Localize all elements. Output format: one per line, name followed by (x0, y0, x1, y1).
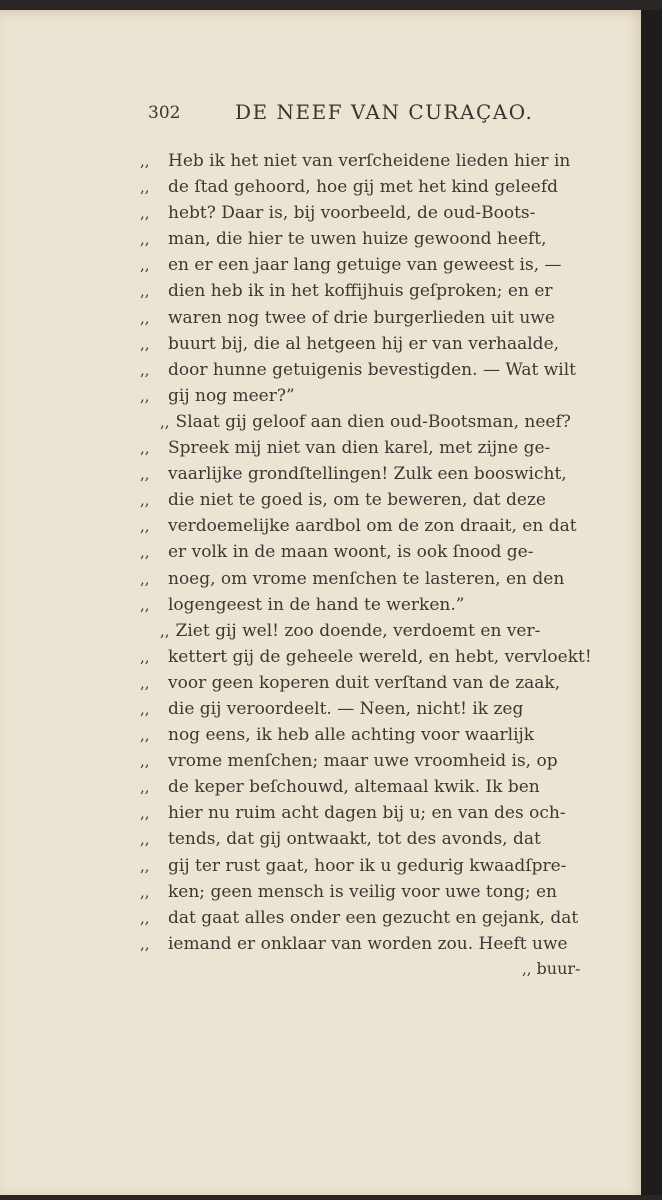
text-line (140, 566, 600, 592)
text-line (140, 539, 600, 565)
quote-mark: ,, (140, 491, 150, 510)
line-text: vaarlijke grondſtellingen! Zulk een booswicht, (168, 464, 567, 485)
line-text: waren nog twee of drie burgerlieden uit uwe (168, 307, 555, 328)
line-text: vrome menſchen; maar uwe vroomheid is, op (168, 751, 558, 772)
text-line (140, 148, 600, 174)
text-line (140, 435, 600, 461)
line-text: er volk in de maan woont, is ook ſnood ge- (168, 542, 534, 563)
quote-mark: ,, (140, 856, 150, 875)
quote-mark: ,, (140, 804, 150, 823)
line-text: man, die hier te uwen huize gewoond heeft, (168, 229, 547, 250)
quote-mark: ,, (140, 152, 150, 170)
line-text: Spreek mij niet van dien karel, met zijne ge- (168, 438, 551, 459)
line-text: kettert gij de geheele wereld, en hebt, vervloekt! (168, 646, 592, 667)
quote-mark: ,, (140, 569, 150, 588)
line-text: gij ter rust gaat, hoor ik u gedurig kwaadſpre- (168, 855, 567, 876)
line-text: door hunne getuigenis bevestigden. — Wat wilt (168, 359, 576, 380)
text-line (140, 592, 600, 618)
quote-mark: ,, (140, 699, 150, 718)
quote-mark: ,, (140, 230, 150, 249)
quote-mark: ,, (140, 517, 150, 536)
text-line (140, 774, 600, 800)
page-number: 302 (148, 103, 181, 123)
text-line (140, 174, 600, 200)
quote-mark: ,, (522, 960, 532, 978)
line-text: de ſtad gehoord, hoe gij met het kind geleefd (168, 177, 559, 198)
line-text: de keper beſchouwd, altemaal kwik. Ik ben (168, 777, 540, 798)
quote-mark: ,, (140, 830, 150, 849)
body-text (140, 148, 600, 957)
text-line (140, 357, 600, 383)
quote-mark: ,, (140, 543, 150, 562)
quote-mark: ,, (140, 334, 150, 353)
text-line (140, 487, 600, 513)
line-text: tends, dat gij ontwaakt, tot des avonds, dat (168, 829, 541, 850)
line-text: iemand er onklaar van worden zou. Heeft uwe (168, 933, 568, 954)
text-line (140, 696, 600, 722)
text-line (140, 226, 600, 252)
text-line (140, 305, 600, 331)
catchword-text: buur- (536, 959, 581, 978)
line-text: buurt bij, die al hetgeen hij er van verhaalde, (168, 333, 560, 354)
line-text: nog eens, ik heb alle achting voor waarlijk (168, 725, 535, 746)
text-line (140, 853, 600, 879)
text-line (140, 879, 600, 905)
quote-mark: ,, (140, 908, 150, 927)
quote-mark: ,, (140, 778, 150, 797)
quote-mark: ,, (140, 178, 150, 197)
text-line (140, 670, 600, 696)
quote-mark: ,, (140, 256, 150, 275)
text-line (140, 461, 600, 487)
quote-mark: ,, (140, 439, 150, 458)
quote-mark: ,, (140, 595, 150, 614)
line-text: Ziet gij wel! zoo doende, verdoemt en ver- (175, 620, 541, 641)
text-line (140, 252, 600, 278)
line-text: Slaat gij geloof aan dien oud-Bootsman, neef? (175, 411, 571, 432)
line-text: die niet te goed is, om te beweren, dat deze (168, 490, 546, 511)
text-line (140, 748, 600, 774)
quote-mark: ,, (140, 204, 150, 223)
line-text: voor geen koperen duit verſtand van de zaak, (168, 672, 561, 693)
text-line (140, 826, 600, 852)
quote-mark: ,, (140, 360, 150, 379)
line-text: hebt? Daar is, bij voorbeeld, de oud-Boots- (168, 203, 536, 224)
text-line (140, 931, 600, 957)
text-line (140, 200, 600, 226)
line-text: ken; geen mensch is veilig voor uwe tong; en (168, 881, 557, 902)
quote-mark: ,, (160, 621, 170, 640)
quote-mark: ,, (140, 673, 150, 692)
line-text: hier nu ruim acht dagen bij u; en van des och- (168, 803, 566, 824)
quote-mark: ,, (140, 386, 150, 405)
line-text: dien heb ik in het koffijhuis geſproken; en er (168, 281, 553, 302)
page-header (148, 100, 618, 133)
quote-mark: ,, (140, 308, 150, 327)
line-text: logengeest in de hand te werken.” (168, 594, 465, 615)
line-text: verdoemelijke aardbol om de zon draait, en dat (168, 516, 577, 537)
text-line (140, 513, 600, 539)
text-line (140, 409, 600, 435)
quote-mark: ,, (140, 882, 150, 901)
line-text: Heb ik het niet van verſcheidene lieden hier in (168, 151, 571, 171)
quote-mark: ,, (140, 647, 150, 666)
quote-mark: ,, (160, 412, 170, 431)
text-line (140, 383, 600, 409)
text-line (140, 278, 600, 304)
quote-mark: ,, (140, 752, 150, 771)
text-line (140, 905, 600, 931)
line-text: noeg, om vrome menſchen te lasteren, en den (168, 568, 565, 589)
text-line (140, 800, 600, 826)
running-title: DE NEEF VAN CURAÇAO. (235, 100, 534, 124)
line-text: gij nog meer?” (168, 385, 295, 406)
quote-mark: ,, (140, 282, 150, 301)
line-text: dat gaat alles onder een gezucht en gejank, dat (168, 907, 579, 928)
line-text: en er een jaar lang getuige van geweest is, — (168, 255, 562, 276)
catchword (522, 959, 580, 978)
page-edge (641, 10, 662, 1195)
quote-mark: ,, (140, 465, 150, 484)
text-line (140, 722, 600, 748)
line-text: die gij veroordeelt. — Neen, nicht! ik zeg (168, 698, 524, 719)
quote-mark: ,, (140, 934, 150, 953)
quote-mark: ,, (140, 726, 150, 745)
text-line (140, 618, 600, 644)
text-line (140, 644, 600, 670)
text-line (140, 331, 600, 357)
